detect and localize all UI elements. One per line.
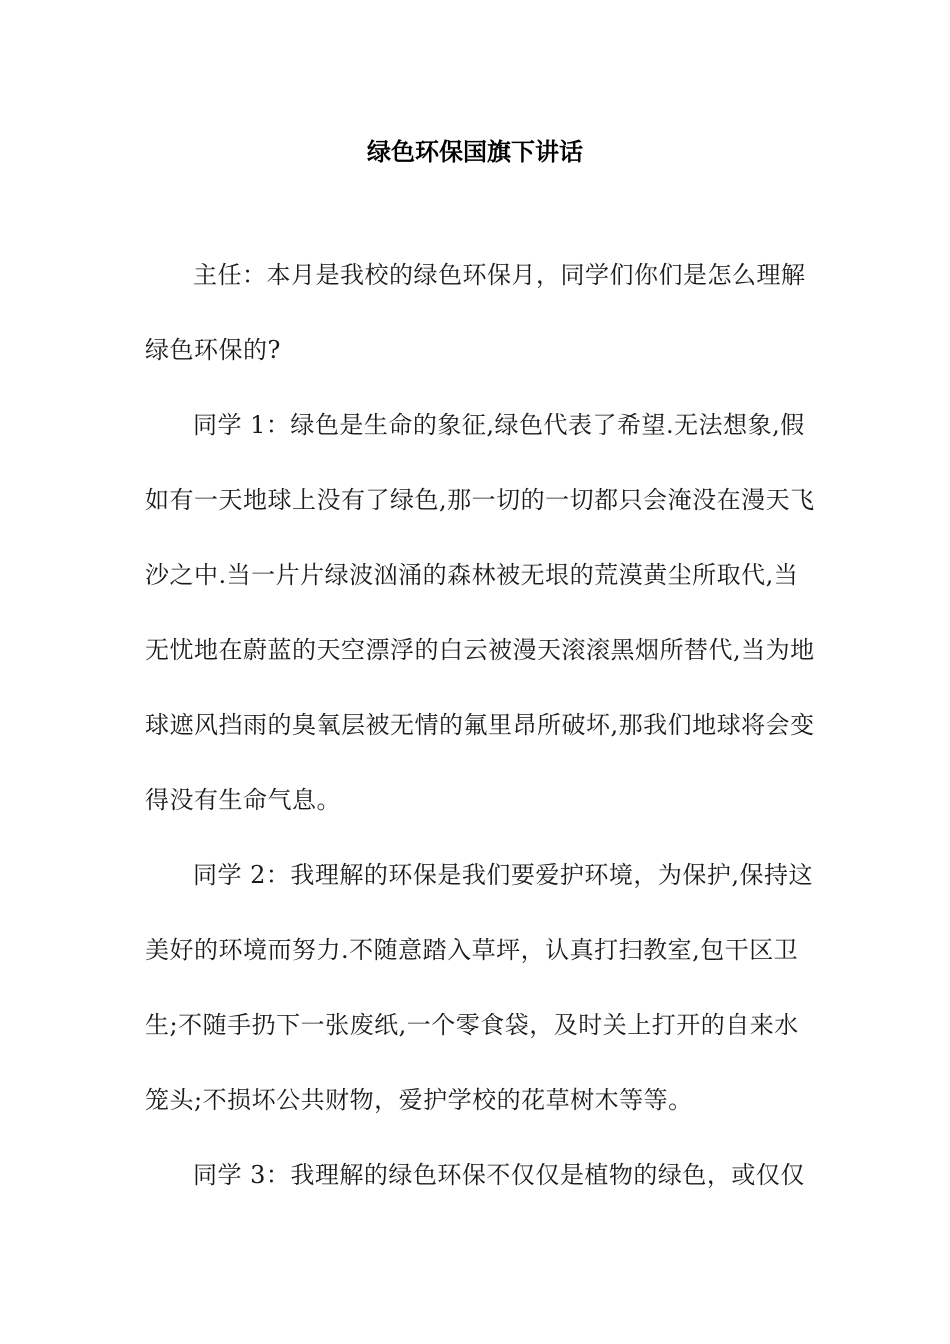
- paragraph-line: 生;不随手扔下一张废纸,一个零食袋，及时关上打开的自来水: [145, 1011, 799, 1039]
- paragraph-line: 沙之中.当一片片绿波汹涌的森林被无垠的荒漠黄尘所取代,当: [145, 561, 799, 589]
- paragraph-line: 同学 1：绿色是生命的象征,绿色代表了希望.无法想象,假: [193, 411, 805, 439]
- paragraph-line: 无忧地在蔚蓝的天空漂浮的白云被漫天滚滚黑烟所替代,当为地: [145, 636, 815, 664]
- paragraph-line: 球遮风挡雨的臭氧层被无情的氟里昂所破坏,那我们地球将会变: [145, 711, 815, 739]
- paragraph-line: 同学 2：我理解的环保是我们要爱护环境，为保护,保持这: [193, 861, 814, 889]
- paragraph-line: 笼头;不损坏公共财物，爱护学校的花草树木等等。: [145, 1086, 693, 1114]
- paragraph-line: 同学 3：我理解的绿色环保不仅仅是植物的绿色，或仅仅: [193, 1161, 805, 1189]
- paragraph-line: 如有一天地球上没有了绿色,那一切的一切都只会淹没在漫天飞: [145, 486, 815, 514]
- paragraph-line: 绿色环保的?: [145, 336, 281, 364]
- paragraph-line: 主任：本月是我校的绿色环保月，同学们你们是怎么理解: [193, 261, 806, 289]
- paragraph-line: 美好的环境而努力.不随意踏入草坪，认真打扫教室,包干区卫: [145, 936, 799, 964]
- document-title: 绿色环保国旗下讲话: [367, 137, 583, 166]
- paragraph-line: 得没有生命气息。: [145, 786, 341, 814]
